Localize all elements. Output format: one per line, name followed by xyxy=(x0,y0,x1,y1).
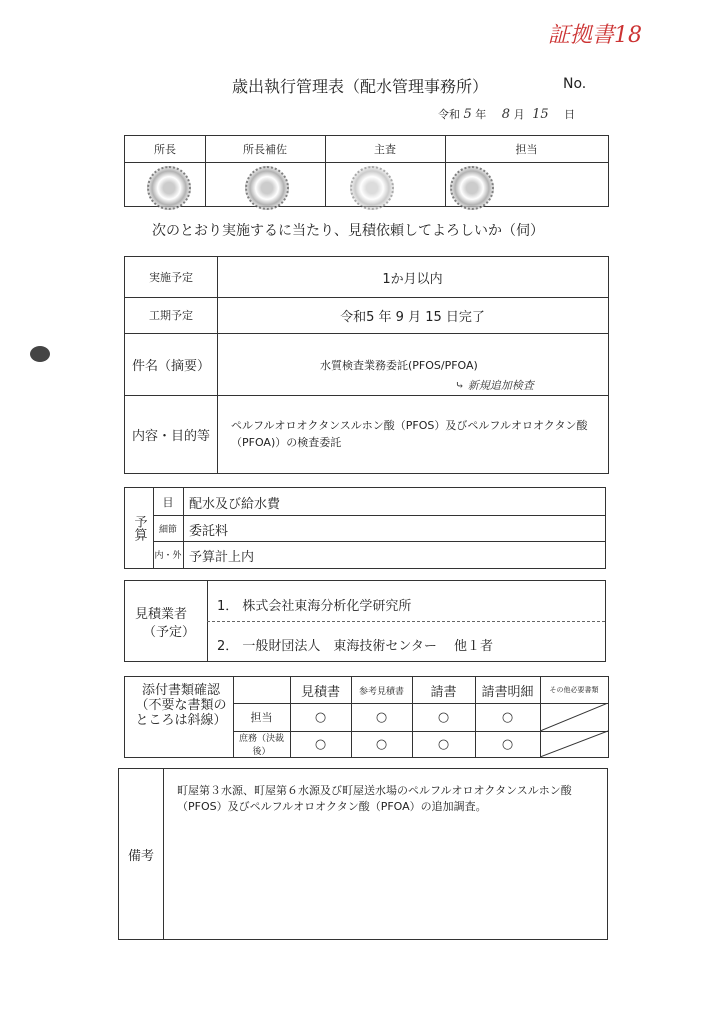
subject-label: 件名（摘要） xyxy=(131,358,210,374)
schedule-value: 1か月以内 xyxy=(382,271,443,287)
attach-header-estimate: 見積書 xyxy=(300,684,340,700)
date-month: 8 xyxy=(501,107,511,122)
attach-row-staff-label: 担当 xyxy=(250,711,273,724)
budget-setsu-value: 委託料 xyxy=(189,524,229,539)
budget-setsu-label: 細節 xyxy=(158,524,177,535)
remarks-box xyxy=(118,768,608,940)
schedule-label: 実施予定 xyxy=(149,271,193,284)
content-value: ペルフルオロオクタンスルホン酸（PFOS）及びペルフルオロオクタン酸（PFOA)）の検査委託 xyxy=(231,419,588,449)
date-month-unit: 月 xyxy=(513,108,525,121)
attach-header-ref-estimate: 参考見積書 xyxy=(358,686,404,697)
remarks-text: 町屋第３水源、町屋第６水源及び町屋送水場のペルフルオロオクタンスルホン酸（PFOS）及びペルフルオロオクタン酸（PFOA）の追加調査。 xyxy=(177,784,572,813)
subject-handwritten-note: ⤷ 新規追加検査 xyxy=(455,379,534,392)
attach-staff-acceptance-mark: ○ xyxy=(437,709,450,725)
budget-moku-value: 配水及び給水費 xyxy=(189,497,281,512)
vendors-table xyxy=(124,580,606,662)
attach-header-other: その他必要書類 xyxy=(549,686,599,694)
staff-seal xyxy=(450,166,494,210)
content-label: 内容・目的等 xyxy=(131,428,210,444)
subject-value: 水質検査業務委託(PFOS/PFOA) xyxy=(320,359,478,372)
budget-moku-label: 目 xyxy=(162,495,174,509)
page-title: 歳出執行管理表（配水管理事務所） xyxy=(232,77,489,96)
budget-label: 予算 xyxy=(131,515,147,541)
chief-seal xyxy=(350,166,394,210)
date-day-unit: 日 xyxy=(564,108,576,121)
punch-hole xyxy=(30,346,50,362)
date-line xyxy=(438,106,575,122)
approval-table xyxy=(124,135,609,207)
attach-admin-acceptance-detail-mark: ○ xyxy=(501,736,514,752)
request-text: 次のとおり実施するに当たり、見積依頼してよろしいか（伺） xyxy=(152,223,544,239)
vendors-label-sub: （予定） xyxy=(143,625,196,640)
date-era: 令和 xyxy=(438,108,460,121)
date-year-unit: 年 xyxy=(475,108,487,121)
slash-marks xyxy=(540,703,608,757)
budget-naigai-label: 内・外 xyxy=(154,551,182,561)
approval-header-staff: 担当 xyxy=(515,143,538,156)
attach-staff-ref-estimate-mark: ○ xyxy=(375,709,388,725)
attach-staff-estimate-mark: ○ xyxy=(314,709,327,725)
date-year: 5 xyxy=(463,107,472,122)
details-table xyxy=(124,256,609,474)
date-day: 15 xyxy=(532,107,549,122)
period-value: 令和5 年 9 月 15 日完了 xyxy=(340,309,485,325)
vendor-item-1: 1． 株式会社東海分析化学研究所 xyxy=(217,599,412,614)
approval-header-assistant: 所長補佐 xyxy=(243,143,287,156)
attach-admin-estimate-mark: ○ xyxy=(314,736,327,752)
attachments-table xyxy=(124,676,609,758)
vendor-item-2: 2． 一般財団法人 東海技術センター 他１者 xyxy=(217,639,494,654)
attach-staff-acceptance-detail-mark: ○ xyxy=(501,709,514,725)
attach-admin-acceptance-mark: ○ xyxy=(437,736,450,752)
budget-naigai-value: 予算計上内 xyxy=(189,550,255,565)
remarks-label: 備考 xyxy=(127,848,154,864)
attach-header-acceptance: 請書 xyxy=(430,684,457,700)
vendors-label: 見積業者 xyxy=(135,607,188,622)
assistant-seal xyxy=(245,166,289,210)
attach-header-acceptance-detail: 請書明細 xyxy=(481,684,534,700)
evidence-mark: 証拠書18 xyxy=(548,23,642,48)
director-seal xyxy=(147,166,191,210)
attachments-label: 添付書類確認（不要な書類のところは斜線） xyxy=(135,683,227,728)
doc-number-label: No. xyxy=(563,76,587,92)
approval-header-director: 所長 xyxy=(154,143,176,156)
attach-admin-ref-estimate-mark: ○ xyxy=(375,736,388,752)
budget-table xyxy=(124,487,606,569)
approval-header-chief: 主査 xyxy=(374,143,396,156)
attach-row-admin-label: 庶務（決裁後） xyxy=(238,734,284,757)
period-label: 工期予定 xyxy=(149,309,193,322)
